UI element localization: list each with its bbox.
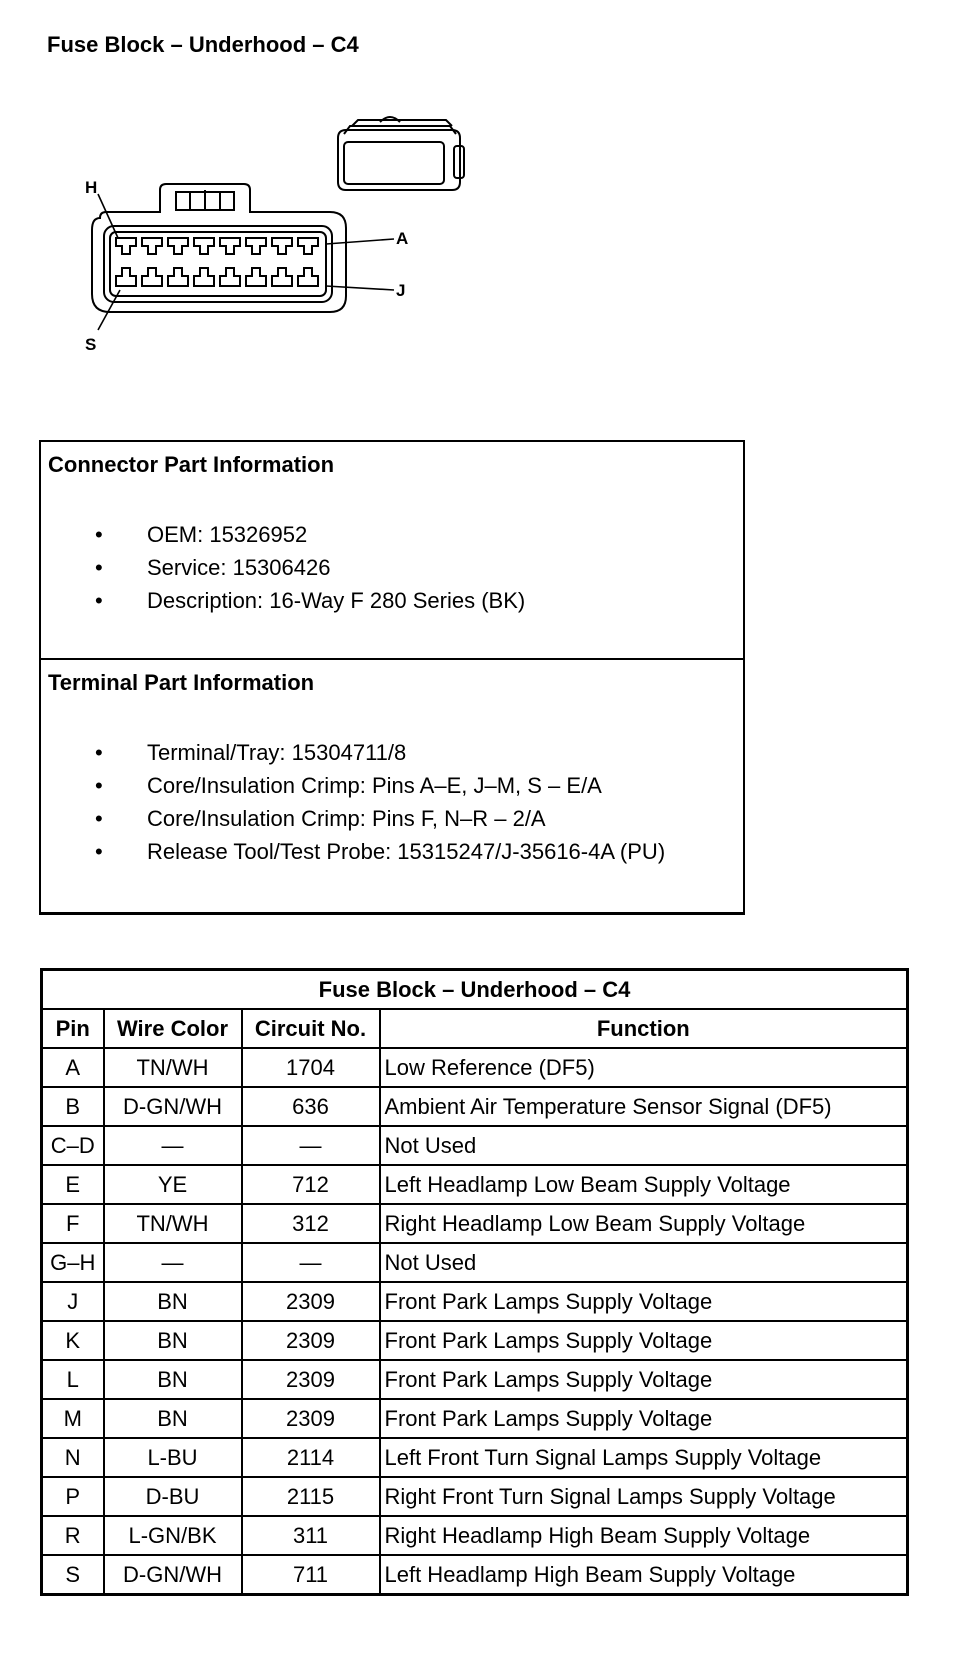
pin-cavity	[272, 268, 292, 286]
cell-wire-color: TN/WH	[104, 1048, 242, 1087]
connector-info-heading: Connector Part Information	[48, 452, 335, 477]
pinout-table	[40, 968, 909, 1596]
cell-wire-color: BN	[104, 1282, 242, 1321]
pin-cavity	[220, 238, 240, 254]
cell-wire-color: YE	[104, 1165, 242, 1204]
terminal-part-info	[39, 658, 745, 915]
list-item: • OEM: 15326952	[95, 522, 308, 547]
pin-cavity	[168, 268, 188, 286]
list-item: • Terminal/Tray: 15304711/8	[95, 740, 407, 765]
pin-label-s: S	[85, 335, 97, 354]
cell-pin: M	[42, 1399, 104, 1438]
cell-function: Right Front Turn Signal Lamps Supply Voltage	[380, 1477, 908, 1516]
cell-function: Front Park Lamps Supply Voltage	[380, 1399, 908, 1438]
terminal-info-heading: Terminal Part Information	[48, 670, 315, 695]
column-header-circuit: Circuit No.	[242, 1009, 380, 1048]
cell-pin: J	[42, 1282, 104, 1321]
cell-wire-color: —	[104, 1243, 242, 1282]
cell-function: Left Front Turn Signal Lamps Supply Voltage	[380, 1438, 908, 1477]
pin-label-h: H	[85, 178, 98, 197]
list-item: • Core/Insulation Crimp: Pins F, N–R – 2/A	[95, 806, 546, 831]
table-row	[42, 1204, 908, 1243]
pin-cavity	[142, 268, 162, 286]
cell-function: Left Headlamp Low Beam Supply Voltage	[380, 1165, 908, 1204]
table-row	[42, 1048, 908, 1087]
cell-function: Left Headlamp High Beam Supply Voltage	[380, 1555, 908, 1595]
pin-cavity	[168, 238, 188, 254]
pin-cavity	[194, 268, 214, 286]
cell-pin: G–H	[42, 1243, 104, 1282]
cell-pin: R	[42, 1516, 104, 1555]
pin-cavity	[116, 238, 136, 254]
cell-circuit-no: 711	[242, 1555, 380, 1595]
table-row	[42, 1321, 908, 1360]
pin-label-j: J	[396, 281, 406, 300]
cell-circuit-no: 1704	[242, 1048, 380, 1087]
cell-circuit-no: 2309	[242, 1282, 380, 1321]
cell-pin: F	[42, 1204, 104, 1243]
table-caption: Fuse Block – Underhood – C4	[42, 970, 908, 1010]
terminal-info-list	[41, 736, 665, 868]
pin-label-a: A	[396, 229, 409, 248]
cell-circuit-no: 712	[242, 1165, 380, 1204]
column-header-function: Function	[380, 1009, 908, 1048]
table-row	[42, 1399, 908, 1438]
connector-diagram	[0, 0, 960, 400]
pin-cavity	[246, 268, 266, 286]
table-row	[42, 1477, 908, 1516]
cell-wire-color: D-BU	[104, 1477, 242, 1516]
cell-circuit-no: 636	[242, 1087, 380, 1126]
cell-wire-color: BN	[104, 1360, 242, 1399]
pin-cavity	[220, 268, 240, 286]
table-row	[42, 1087, 908, 1126]
cell-wire-color: L-GN/BK	[104, 1516, 242, 1555]
cell-function: Front Park Lamps Supply Voltage	[380, 1321, 908, 1360]
column-header-pin: Pin	[42, 1009, 104, 1048]
cell-function: Ambient Air Temperature Sensor Signal (DF5)	[380, 1087, 908, 1126]
cell-circuit-no: 2309	[242, 1321, 380, 1360]
cell-pin: S	[42, 1555, 104, 1595]
cell-function: Front Park Lamps Supply Voltage	[380, 1360, 908, 1399]
cell-circuit-no: 2309	[242, 1360, 380, 1399]
table-row	[42, 1438, 908, 1477]
cell-circuit-no: —	[242, 1243, 380, 1282]
list-item: • Description: 16-Way F 280 Series (BK)	[95, 588, 526, 613]
connector-3d-view	[338, 117, 464, 190]
cell-pin: L	[42, 1360, 104, 1399]
cell-function: Not Used	[380, 1126, 908, 1165]
cell-wire-color: BN	[104, 1399, 242, 1438]
cell-wire-color: BN	[104, 1321, 242, 1360]
cell-function: Front Park Lamps Supply Voltage	[380, 1282, 908, 1321]
cell-circuit-no: 2309	[242, 1399, 380, 1438]
cell-circuit-no: 311	[242, 1516, 380, 1555]
pin-cavity	[246, 238, 266, 254]
pin-cavity	[116, 268, 136, 286]
table-row	[42, 1243, 908, 1282]
page-title: Fuse Block – Underhood – C4	[47, 32, 359, 57]
cell-function: Low Reference (DF5)	[380, 1048, 908, 1087]
cell-circuit-no: —	[242, 1126, 380, 1165]
cell-circuit-no: 2115	[242, 1477, 380, 1516]
cell-circuit-no: 2114	[242, 1438, 380, 1477]
cell-pin: B	[42, 1087, 104, 1126]
cell-wire-color: —	[104, 1126, 242, 1165]
cell-pin: A	[42, 1048, 104, 1087]
cell-pin: N	[42, 1438, 104, 1477]
cell-pin: E	[42, 1165, 104, 1204]
pin-cavity	[194, 238, 214, 254]
pin-cavity	[272, 238, 292, 254]
cell-wire-color: L-BU	[104, 1438, 242, 1477]
table-row	[42, 1360, 908, 1399]
cell-function: Not Used	[380, 1243, 908, 1282]
cell-pin: C–D	[42, 1126, 104, 1165]
cell-wire-color: D-GN/WH	[104, 1555, 242, 1595]
cell-function: Right Headlamp Low Beam Supply Voltage	[380, 1204, 908, 1243]
list-item: • Release Tool/Test Probe: 15315247/J-35616-4A (PU)	[95, 839, 666, 864]
cell-circuit-no: 312	[242, 1204, 380, 1243]
pin-cavity	[298, 268, 318, 286]
connector-info-list	[41, 518, 525, 617]
cell-wire-color: D-GN/WH	[104, 1087, 242, 1126]
cell-wire-color: TN/WH	[104, 1204, 242, 1243]
table-row	[42, 1516, 908, 1555]
table-row	[42, 1555, 908, 1595]
pin-cavity	[142, 238, 162, 254]
column-header-wire-color: Wire Color	[104, 1009, 242, 1048]
pin-cavity	[298, 238, 318, 254]
cell-pin: P	[42, 1477, 104, 1516]
table-row	[42, 1282, 908, 1321]
cell-function: Right Headlamp High Beam Supply Voltage	[380, 1516, 908, 1555]
table-row	[42, 1126, 908, 1165]
list-item: • Service: 15306426	[95, 555, 331, 580]
connector-part-info	[39, 440, 745, 658]
list-item: • Core/Insulation Crimp: Pins A–E, J–M, S – E/A	[95, 773, 602, 798]
cell-pin: K	[42, 1321, 104, 1360]
table-row	[42, 1165, 908, 1204]
